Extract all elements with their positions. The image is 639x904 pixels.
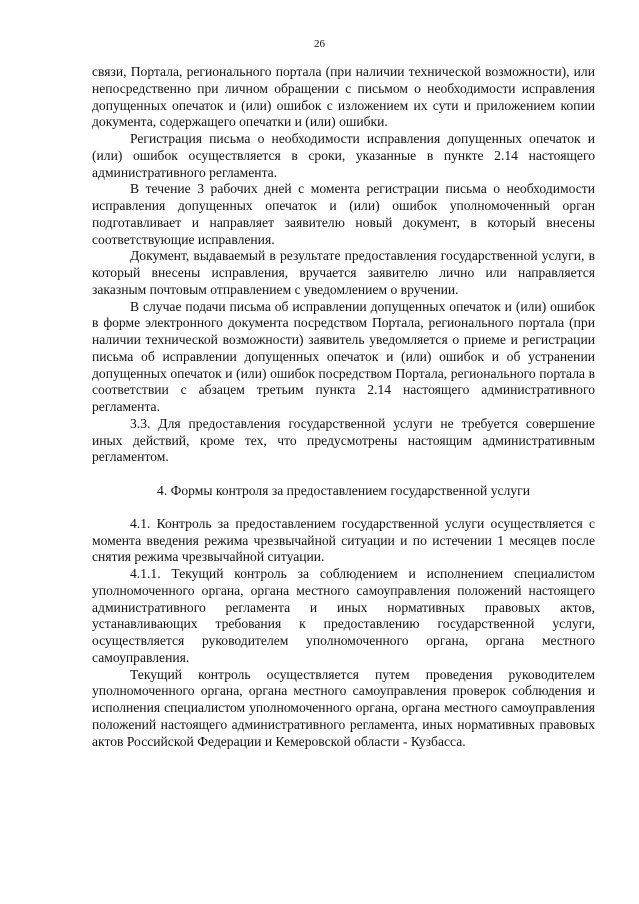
paragraph-continuation: связи, Портала, регионального портала (при наличии технической возможности), или непосредственно при личном обращении с письмом о необходимости исправления допущенных опечаток и (или) ошибок с изложением их сути и приложением копии документа, содержащего опечатки и (или) ошибки.	[92, 64, 595, 130]
paragraph-registration: Регистрация письма о необходимости исправления допущенных опечаток и (или) ошибок осуществляется в сроки, указанные в пункте 2.14 настоящего административного регламента.	[92, 131, 595, 180]
paragraph-current-control: Текущий контроль осуществляется путем проведения руководителем уполномоченного органа, органа местного самоуправления проверок соблюдения и исполнения специалистом уполномоченного органа, органа местного самоуправления положений настоящего административного регламента, иных нормативных правовых актов Российской Федерации и Кемеровской области - Кузбасса.	[92, 666, 595, 749]
section-heading: 4. Формы контроля за предоставлением государственной услуги	[157, 483, 530, 498]
page-number: 26	[314, 38, 325, 50]
paragraph-clause-4-1-1: 4.1.1. Текущий контроль за соблюдением и исполнением специалистом уполномоченного органа, органа местного самоуправления положений настоящего административного регламента и иных нормативных правовых актов, устанавливающих требования к предоставлению государственной услуги, осуществляется руководителем уполномоченного органа, органа местного самоуправления.	[92, 566, 595, 665]
paragraph-electronic-notification: В случае подачи письма об исправлении допущенных опечаток и (или) ошибок в форме электронного документа посредством Портала, регионального портала (при наличии технической возможности) заявитель уведомляется о приеме и регистрации письма об исправлении допущенных опечаток и (или) ошибок и об устранении допущенных опечаток и (или) ошибок посредством Портала, регионального портала в соответствии с абзацем третьим пункта 2.14 настоящего административного регламента.	[92, 298, 595, 414]
document-body	[92, 64, 595, 750]
paragraph-document-delivery: Документ, выдаваемый в результате предоставления государственной услуги, в который внесены исправления, вручается заявителю лично или направляется заказным почтовым отправлением с уведомлением о вручении.	[92, 248, 595, 297]
paragraph-correction-deadline: В течение 3 рабочих дней с момента регистрации письма о необходимости исправления допущенных опечаток и (или) ошибок уполномоченный орган подготавливает и направляет заявителю новый документ, в который внесены соответствующие исправления.	[92, 181, 595, 247]
paragraph-clause-3-3: 3.3. Для предоставления государственной услуги не требуется совершение иных действий, кроме тех, что предусмотрены настоящим административным регламентом.	[92, 415, 595, 465]
paragraph-clause-4-1: 4.1. Контроль за предоставлением государственной услуги осуществляется с момента введения режима чрезвычайной ситуации и по истечении 1 месяцев после снятия режима чрезвычайной ситуации.	[92, 515, 595, 565]
